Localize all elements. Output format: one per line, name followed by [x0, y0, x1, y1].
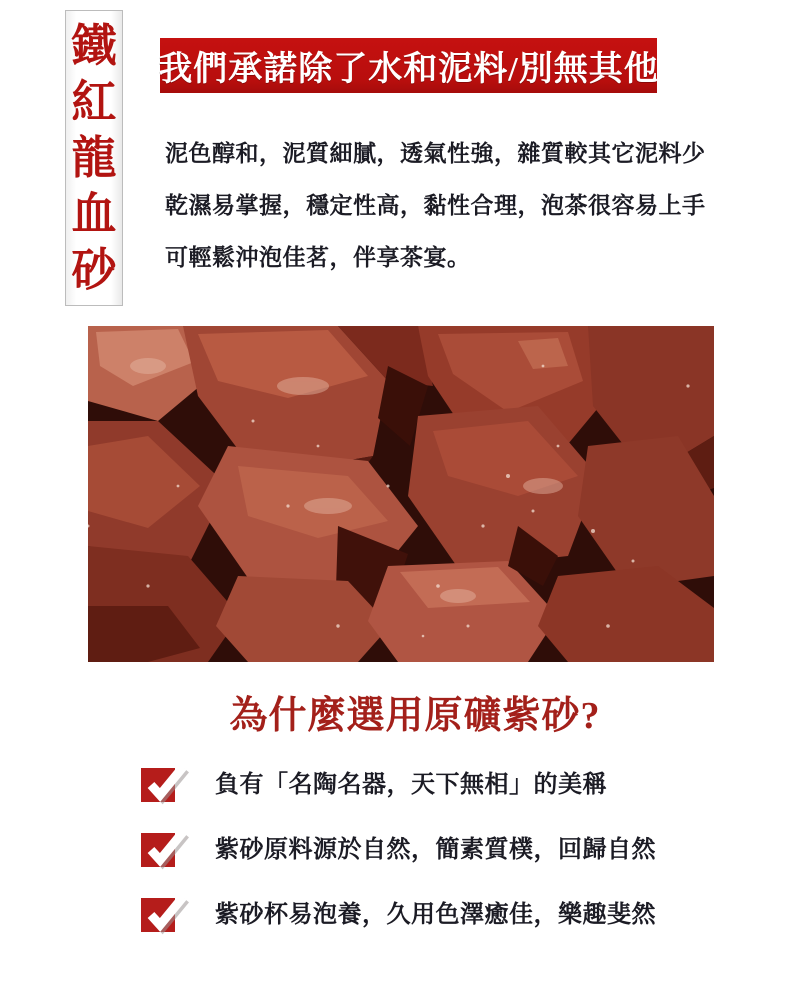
ore-photo-image [88, 326, 714, 662]
vertical-title-char: 砂 [71, 245, 117, 295]
clay-description [165, 128, 725, 284]
checklist-item-text: 紫砂杯易泡養，久用色澤癒佳，樂趣斐然 [215, 902, 656, 928]
promise-banner [160, 38, 657, 93]
checked-checkbox [141, 898, 175, 932]
section-heading: 為什麼選用原礦紫砂? [229, 695, 601, 737]
checkmark-icon [142, 824, 188, 870]
vertical-title-char: 紅 [71, 77, 117, 127]
vertical-title-char: 血 [71, 189, 117, 239]
vertical-product-title [65, 10, 123, 306]
checked-checkbox [141, 833, 175, 867]
checked-checkbox [141, 768, 175, 802]
checklist-item [141, 898, 656, 932]
promise-banner-text: 我們承諾除了水和泥料/別無其他 [158, 51, 659, 88]
description-line: 泥色醇和，泥質細膩，透氣性強，雜質較其它泥料少 [165, 141, 706, 166]
checkmark-icon [142, 759, 188, 805]
description-line: 乾濕易掌握，穩定性高，黏性合理，泡茶很容易上手 [165, 193, 706, 218]
vertical-title-char: 龍 [71, 133, 117, 183]
checklist-item [141, 833, 656, 867]
vertical-title-char: 鐵 [71, 21, 117, 71]
ore-photo [88, 326, 714, 662]
checklist-item-text: 負有「名陶名器，天下無相」的美稱 [215, 772, 607, 798]
checkmark-icon [142, 889, 188, 935]
description-line: 可輕鬆沖泡佳茗，伴享茶宴。 [165, 245, 471, 270]
checklist-item-text: 紫砂原料源於自然，簡素質樸，回歸自然 [215, 837, 656, 863]
checklist-item [141, 768, 607, 802]
